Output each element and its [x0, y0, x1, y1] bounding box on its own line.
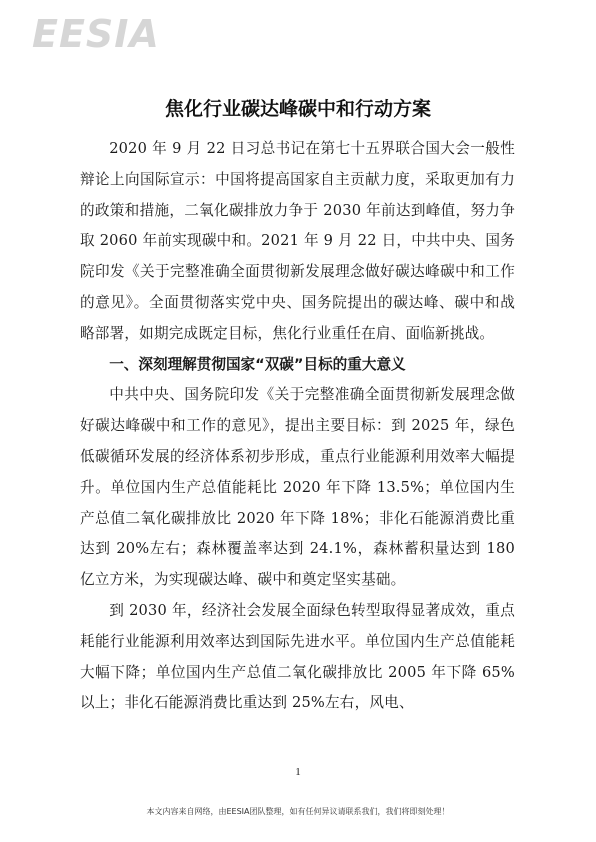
paragraph-goals-2030: 到 2030 年，经济社会发展全面绿色转型取得显著成效，重点耗能行业能源利用效率达到国际先进水平。单位国内生产总值能耗大幅下降；单位国内生产总值二氧化碳排放比 2005 年下降 65%以上；非化石能源消费比重达到 25%左右，风电、: [80, 601, 515, 712]
footer-notice: 本文内容来自网络，由EESIA团队整理，如有任何异议请联系我们，我们将即刻处理！: [146, 807, 450, 816]
page-number: 1: [295, 766, 301, 778]
document-body: [80, 134, 515, 719]
paragraph-goals-2025: 中共中央、国务院印发《关于完整准确全面贯彻新发展理念做好碳达峰碳中和工作的意见》，提出主要目标：到 2025 年，绿色低碳循环发展的经济体系初步形成，重点行业能源利用效率大幅提升。单位国内生产总值能耗比 2020 年下降 13.5%；单位国内生产总值二氧化碳排放比 2020 年下降 18%；非化石能源消费比重达到 20%左右；森林覆盖率达到 24.1%，森林蓄积量达到 180 亿立方米，为实现碳达峰、碳中和奠定坚实基础。: [80, 386, 515, 589]
paragraph-intro: 2020 年 9 月 22 日习总书记在第七十五界联合国大会一般性辩论上向国际宣示：中国将提高国家自主贡献力度，采取更加有力的政策和措施，二氧化碳排放力争于 2030 年前达到峰值，努力争取 2060 年前实现碳中和。2021 年 9 月 22 日，中共中央、国务院印发《关于完整准确全面贯彻新发展理念做好碳达峰碳中和工作的意见》。全面贯彻落实党中央、国务院提出的碳达峰、碳中和战略部署，如期完成既定目标，焦化行业重任在肩、面临新挑战。: [80, 140, 515, 342]
section-heading: 一、深刻理解贯彻国家“双碳”目标的重大意义: [109, 355, 406, 373]
document-title: 焦化行业碳达峰碳中和行动方案: [164, 98, 431, 120]
eesia-logo: EESIA: [32, 12, 160, 56]
